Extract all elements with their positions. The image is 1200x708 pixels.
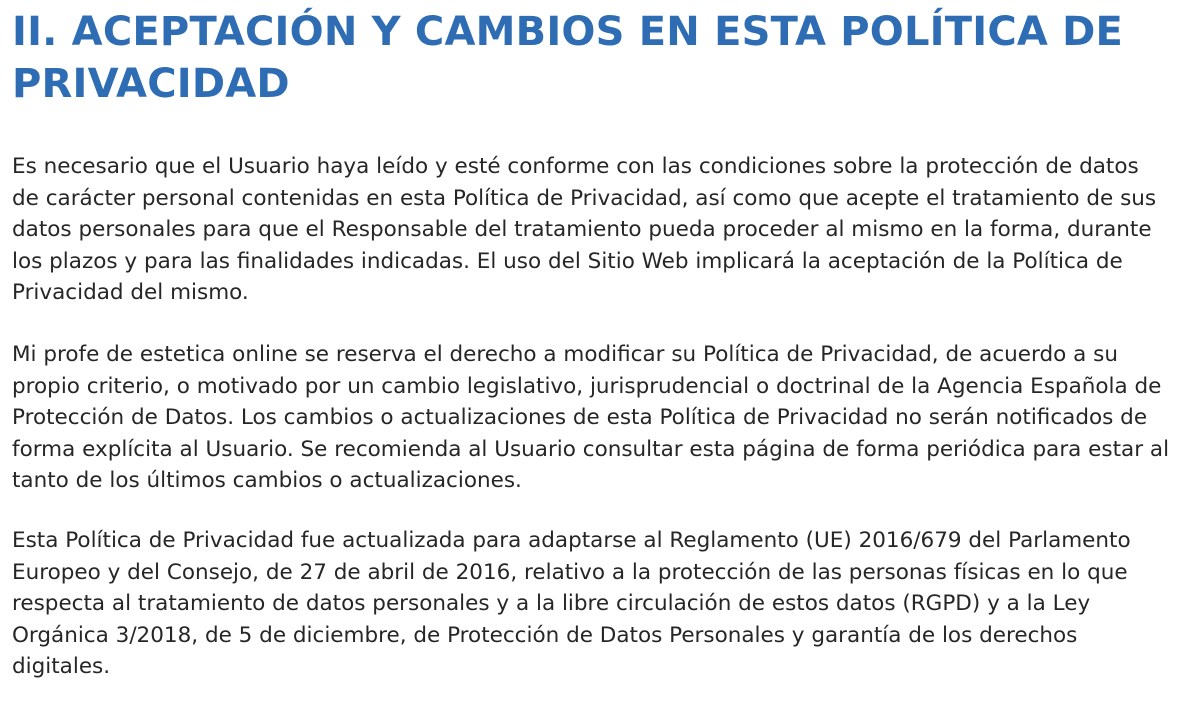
paragraph-line: de carácter personal contenidas en esta Política de Privacidad, así como que acepte el tratamiento de sus: [12, 185, 1157, 211]
paragraph-line: Protección de Datos. Los cambios o actualizaciones de esta Política de Privacidad no serán notificados de: [12, 405, 1148, 430]
paragraph-regulation: [12, 525, 1192, 683]
paragraph-line: los plazos y para las finalidades indicadas. El uso del Sitio Web implicará la aceptación de la Política de: [12, 248, 1123, 274]
paragraph-line: Privacidad del mismo.: [12, 280, 249, 305]
paragraph-line: Mi profe de estetica online se reserva el derecho a modificar su Política de Privacidad, de acuerdo a su: [12, 342, 1118, 367]
privacy-policy-section: [12, 0, 1192, 679]
paragraph-line: forma explícita al Usuario. Se recomienda al Usuario consultar esta página de forma periódica para estar al: [12, 436, 1170, 462]
paragraph-line: datos personales para que el Responsable del tratamiento pueda proceder al mismo en la forma, durante: [12, 217, 1152, 242]
paragraph-line: respecta al tratamiento de datos personales y a la libre circulación de estos datos (RGPD) y a la Ley: [12, 591, 1091, 616]
section-title-line: PRIVACIDAD: [12, 61, 290, 107]
paragraph-acceptance: [12, 151, 1192, 309]
paragraph-line: Es necesario que el Usuario haya leído y esté conforme con las condiciones sobre la protección de datos: [12, 154, 1139, 179]
paragraph-changes: [12, 339, 1192, 497]
paragraph-line: Esta Política de Privacidad fue actualizada para adaptarse al Reglamento (UE) 2016/679 del Parlamento: [12, 528, 1131, 553]
paragraph-line: Europeo y del Consejo, de 27 de abril de 2016, relativo a la protección de las personas físicas en lo que: [12, 559, 1128, 585]
paragraph-line: propio criterio, o motivado por un cambio legislativo, jurisprudencial o doctrinal de la Agencia Española de: [12, 373, 1162, 399]
paragraph-line: digitales.: [12, 654, 111, 679]
paragraph-line: tanto de los últimos cambios o actualizaciones.: [12, 468, 522, 493]
section-title: [12, 6, 1192, 110]
paragraph-line: Orgánica 3/2018, de 5 de diciembre, de Protección de Datos Personales y garantía de los derechos: [12, 622, 1078, 648]
section-title-line: II. ACEPTACIÓN Y CAMBIOS EN ESTA POLÍTICA DE: [12, 9, 1124, 55]
